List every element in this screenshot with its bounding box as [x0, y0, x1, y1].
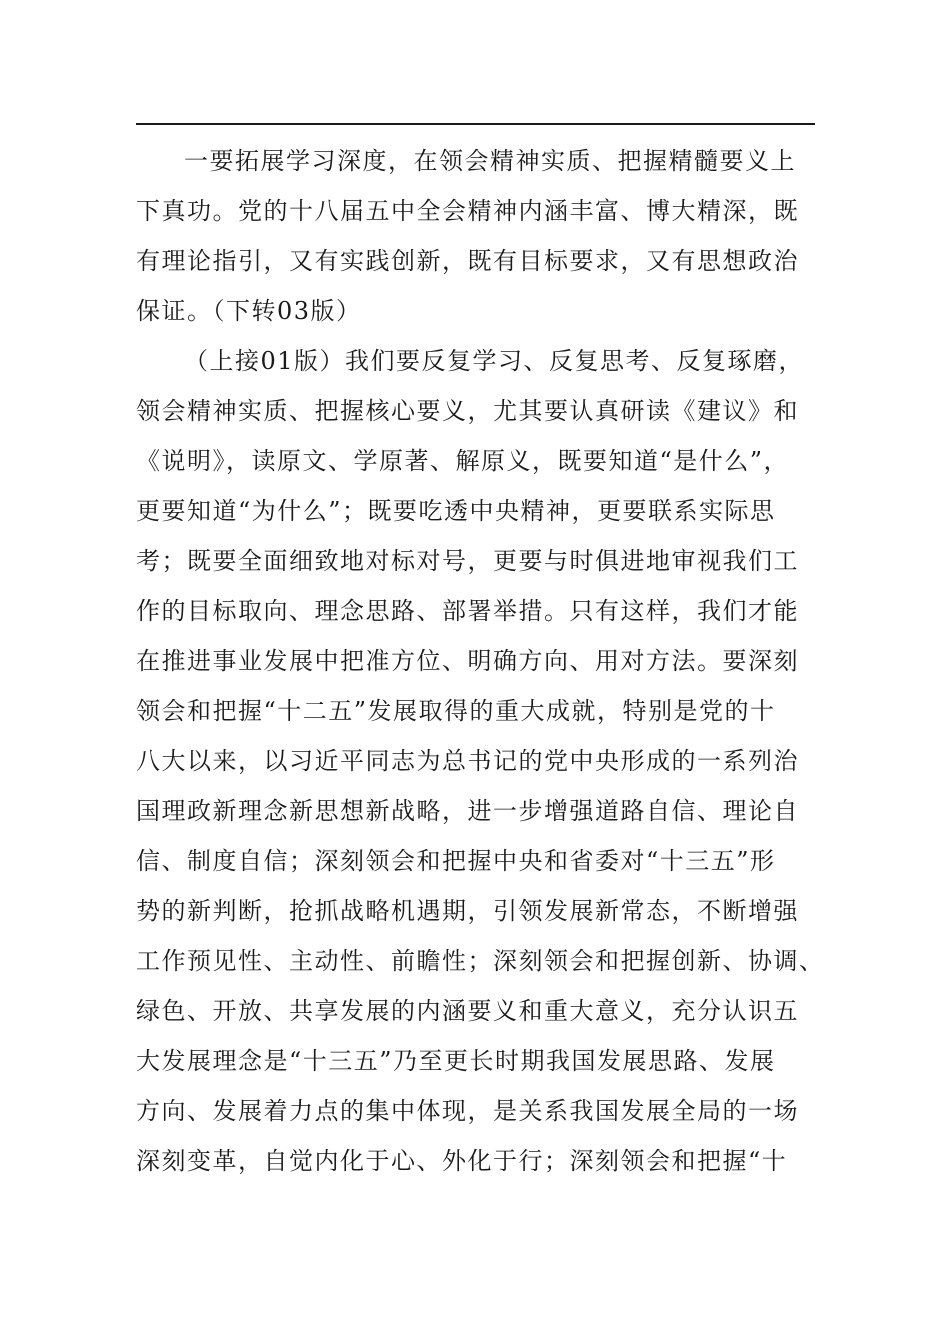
paragraph-line: 下真功。党的十八届五中全会精神内涵丰富、博大精深，既	[136, 197, 799, 225]
paragraph-line: 一要拓展学习深度，在领会精神实质、把握精髓要义上	[184, 147, 796, 175]
paragraph-line: 国理政新理念新思想新战略，进一步增强道路自信、理论自	[136, 797, 799, 825]
paragraph-line: 保证。（下转03版）	[136, 297, 362, 325]
paragraph-line: 作的目标取向、理念思路、部署举措。只有这样，我们才能	[136, 597, 799, 625]
paragraph-line: 领会精神实质、把握核心要义，尤其要认真研读《建议》和	[136, 397, 799, 425]
paragraph-1	[136, 136, 820, 336]
paragraph-2	[136, 336, 825, 1186]
paragraph-line: 深刻变革，自觉内化于心、外化于行；深刻领会和把握“十	[136, 1147, 788, 1175]
paragraph-line: 考；既要全面细致地对标对号，更要与时俱进地审视我们工	[136, 547, 799, 575]
paragraph-line: 大发展理念是“十三五”乃至更长时期我国发展思路、发展	[136, 1047, 776, 1075]
paragraph-line: 势的新判断，抢抓战略机遇期，引领发展新常态，不断增强	[136, 897, 799, 925]
paragraph-line: 在推进事业发展中把准方位、明确方向、用对方法。要深刻	[136, 647, 799, 675]
paragraph-line: 绿色、开放、共享发展的内涵要义和重大意义，充分认识五	[136, 997, 799, 1025]
header-rule	[136, 123, 815, 125]
paragraph-line: 更要知道“为什么”；既要吃透中央精神，更要联系实际思	[136, 497, 776, 525]
paragraph-line: 方向、发展着力点的集中体现，是关系我国发展全局的一场	[136, 1097, 799, 1125]
paragraph-line: 领会和把握“十二五”发展取得的重大成就，特别是党的十	[136, 697, 776, 725]
paragraph-line: 八大以来，以习近平同志为总书记的党中央形成的一系列治	[136, 747, 799, 775]
paragraph-line: （上接01版）我们要反复学习、反复思考、反复琢磨，	[184, 347, 805, 375]
paragraph-line: 《说明》，读原文、学原著、解原义，既要知道“是什么”，	[136, 447, 790, 475]
paragraph-line: 有理论指引，又有实践创新，既有目标要求，又有思想政治	[136, 247, 799, 275]
body-text	[136, 136, 825, 1186]
paragraph-line: 工作预见性、主动性、前瞻性；深刻领会和把握创新、协调、	[136, 947, 825, 975]
paragraph-line: 信、制度自信；深刻领会和把握中央和省委对“十三五”形	[136, 847, 776, 875]
